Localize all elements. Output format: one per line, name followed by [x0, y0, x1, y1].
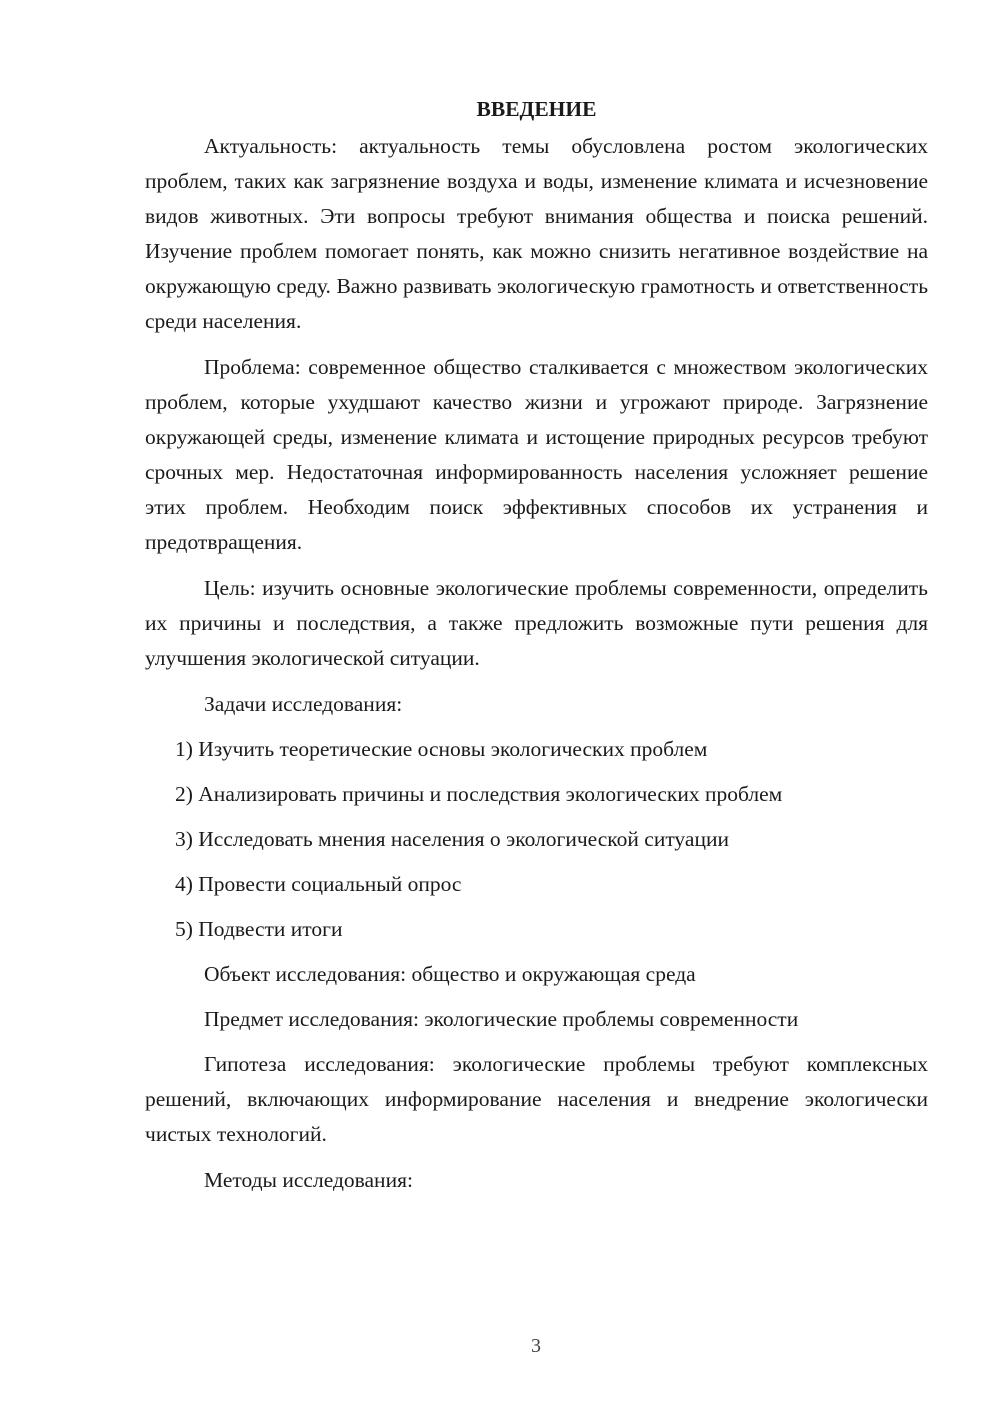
- problem-paragraph: Проблема: современное общество сталкивается с множеством экологических проблем, которые ухудшают качество жизни и угрожают природе. Загрязнение окружающей среды, изменение климата и истощение природных ресурсов требуют срочных мер. Недостаточная информированность населения усложняет решение этих проблем. Необходим поиск эффективных способов их устранения и предотвращения.: [145, 355, 928, 554]
- task-item: 2) Анализировать причины и последствия экологических проблем: [175, 782, 783, 806]
- task-item: 1) Изучить теоретические основы экологических проблем: [175, 737, 708, 761]
- tasks-list: [145, 732, 928, 947]
- page-number: 3: [531, 1335, 541, 1357]
- section-title: ВВЕДЕНИЕ: [476, 97, 597, 121]
- subject-paragraph: Предмет исследования: экологические проблемы современности: [204, 1007, 799, 1031]
- relevance-paragraph: Актуальность: актуальность темы обусловлена ростом экологических проблем, таких как загрязнение воздуха и воды, изменение климата и исчезновение видов животных. Эти вопросы требуют внимания общества и поиска решений. Изучение проблем помогает понять, как можно снизить негативное воздействие на окружающую среду. Важно развивать экологическую грамотность и ответственность среди населения.: [145, 134, 928, 333]
- tasks-heading: Задачи исследования:: [204, 692, 403, 716]
- object-paragraph: Объект исследования: общество и окружающая среда: [204, 962, 696, 986]
- goal-paragraph: Цель: изучить основные экологические проблемы современности, определить их причины и последствия, а также предложить возможные пути решения для улучшения экологической ситуации.: [145, 576, 928, 670]
- task-item: 3) Исследовать мнения населения о экологической ситуации: [175, 827, 729, 851]
- hypothesis-paragraph: Гипотеза исследования: экологические проблемы требуют комплексных решений, включающих информирование населения и внедрение экологически чистых технологий.: [145, 1052, 928, 1146]
- task-item: 4) Провести социальный опрос: [175, 872, 462, 896]
- document-page: [145, 92, 928, 1209]
- task-item: 5) Подвести итоги: [175, 917, 343, 941]
- methods-heading: Методы исследования:: [204, 1168, 413, 1192]
